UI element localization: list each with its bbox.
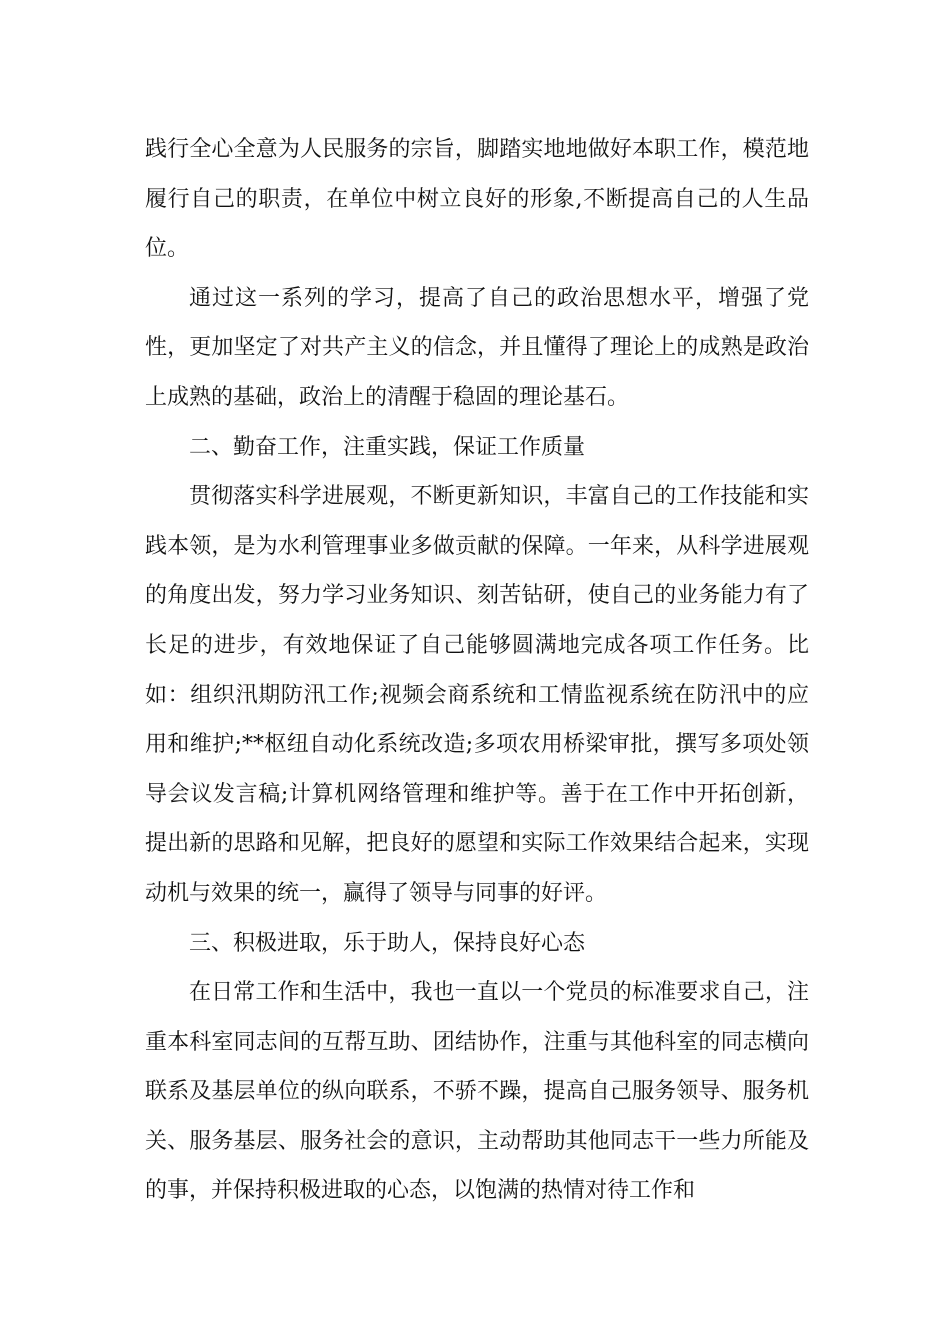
paragraph-attitude: 在日常工作和生活中，我也一直以一个党员的标准要求自己，注重本科室同志间的互帮互助、团结协作，注重与其他科室的同志横向联系及基层单位的纵向联系，不骄不躁，提高自己服务领导、服务机关、服务基层、服务社会的意识，主动帮助其他同志干一些力所能及的事，并保持积极进取的心态，以饱满的热情对待工作和: [145, 980, 809, 1204]
paragraph-work-practice: 贯彻落实科学进展观，不断更新知识，丰富自己的工作技能和实践本领，是为水利管理事业多做贡献的保障。一年来，从科学进展观的角度出发，努力学习业务知识、刻苦钻研，使自己的业务能力有了长足的进步，有效地保证了自己能够圆满地完成各项工作任务。比如：组织汛期防汛工作;视频会商系统和工情监视系统在防汛中的应用和维护;**枢纽自动化系统改造;多项农用桥梁审批，撰写多项处领导会议发言稿;计算机网络管理和维护等。善于在工作中开拓创新，提出新的思路和见解，把良好的愿望和实际工作效果结合起来，实现动机与效果的统一，赢得了领导与同事的好评。: [145, 484, 809, 906]
section-heading-2: 二、勤奋工作，注重实践，保证工作质量: [189, 434, 586, 460]
document-body: [145, 125, 809, 1216]
paragraph-continuation: 践行全心全意为人民服务的宗旨，脚踏实地地做好本职工作，模范地履行自己的职责，在单位中树立良好的形象,不断提高自己的人生品位。: [145, 137, 809, 262]
section-heading-3: 三、积极进取，乐于助人，保持良好心态: [189, 930, 586, 956]
paragraph-study-summary: 通过这一系列的学习，提高了自己的政治思想水平，增强了党性，更加坚定了对共产主义的信念，并且懂得了理论上的成熟是政治上成熟的基础，政治上的清醒于稳固的理论基石。: [145, 285, 809, 410]
